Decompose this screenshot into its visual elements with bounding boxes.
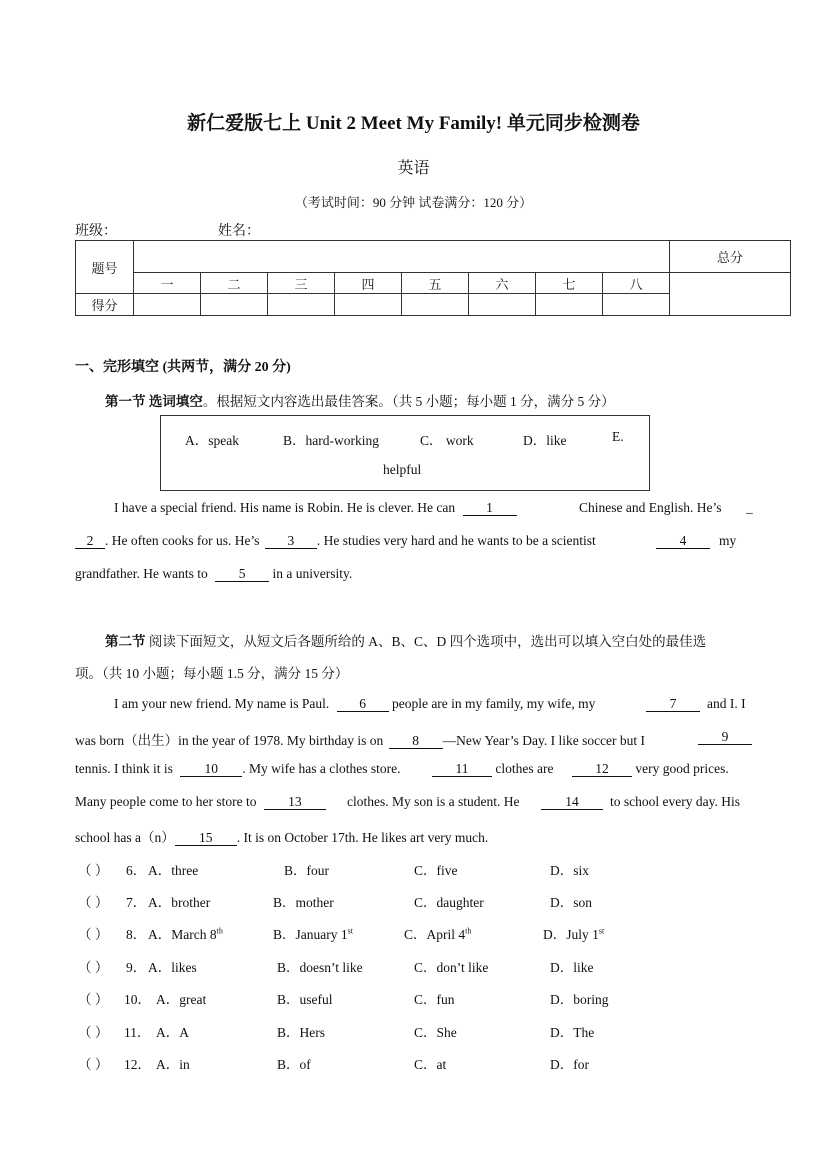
question-10 <box>78 988 108 1008</box>
passage-text: people are in my family, my wife, my <box>391 696 596 711</box>
word-option-d: D．like <box>523 433 567 448</box>
option-text: C．April 4 <box>404 927 466 942</box>
option-d[interactable]: D．boring <box>550 992 609 1007</box>
score-cell[interactable] <box>134 294 201 316</box>
option-text: A．March 8 <box>148 927 217 942</box>
passage-text: . He often cooks for us. He’s <box>105 533 260 548</box>
col-7: 七 <box>536 273 603 294</box>
passage2-line4 <box>75 794 326 810</box>
option-text: B．January 1 <box>273 927 348 942</box>
blank-15[interactable]: 15 <box>175 831 237 846</box>
question-6 <box>78 859 108 879</box>
question-11 <box>78 1021 108 1041</box>
ordinal-suffix: st <box>598 926 605 936</box>
question-number: 12． <box>124 1057 151 1072</box>
score-cell[interactable] <box>201 294 268 316</box>
option-a[interactable] <box>148 923 223 943</box>
option-c[interactable]: C．at <box>414 1057 447 1072</box>
option-c[interactable]: C．daughter <box>414 895 484 910</box>
option-d[interactable]: D．for <box>550 1057 589 1072</box>
score-cell[interactable] <box>536 294 603 316</box>
option-d[interactable]: D．six <box>550 863 590 878</box>
word-option-b: B．hard-working <box>283 433 379 448</box>
col-2: 二 <box>201 273 268 294</box>
question-number: 10． <box>124 992 151 1007</box>
passage2-line2 <box>75 729 645 749</box>
question-12 <box>78 1053 108 1073</box>
col-8: 八 <box>603 273 670 294</box>
passage-text: I am your new friend. My name is Paul. <box>114 696 330 711</box>
passage-text: very good prices. <box>635 761 729 776</box>
answer-paren[interactable]: （ ） <box>78 960 109 975</box>
score-cell[interactable] <box>268 294 335 316</box>
part2-instruction-cont: 项。（共 10 小题；每小题 1.5 分，满分 15 分） <box>75 666 349 681</box>
option-a[interactable]: A．brother <box>148 895 211 910</box>
col-4: 四 <box>335 273 402 294</box>
option-a[interactable]: A．likes <box>148 960 197 975</box>
passage-text: . My wife has a clothes store. <box>242 761 401 776</box>
passage2-line1b <box>646 696 700 712</box>
option-b[interactable]: B．doesn’t like <box>277 960 363 975</box>
passage-text: clothes. My son is a student. He <box>347 794 520 809</box>
option-a[interactable]: A．in <box>156 1057 190 1072</box>
col-1: 一 <box>134 273 201 294</box>
answer-paren[interactable]: （ ） <box>78 927 109 942</box>
blank-4[interactable]: 4 <box>656 534 710 549</box>
passage2-line4b <box>347 794 519 810</box>
question-number: 9． <box>126 960 147 975</box>
part1-instruction <box>105 390 615 410</box>
part2-instruction-text: 阅读下面短文，从短文后各题所给的 A、B、C、D 四个选项中，选出可以填入空白处的最佳选 <box>145 634 707 649</box>
blank-9[interactable]: 9 <box>698 730 752 745</box>
passage-text: in a university. <box>272 566 353 581</box>
word-option-c: C． work <box>420 433 474 448</box>
option-a[interactable]: A．A <box>156 1025 189 1040</box>
option-b[interactable]: B．of <box>277 1057 311 1072</box>
word-bank-box <box>160 415 650 491</box>
passage-text: . He studies very hard and he wants to be a scientist <box>316 533 596 548</box>
passage-text: tennis. I think it is <box>75 761 173 776</box>
passage-text: Many people come to her store to <box>75 794 257 809</box>
answer-paren[interactable]: （ ） <box>78 1025 109 1040</box>
part1-label: 第一节 选词填空 <box>105 394 203 409</box>
option-d[interactable] <box>543 923 604 943</box>
blank-6[interactable]: 6 <box>337 697 389 712</box>
option-d[interactable]: D．The <box>550 1025 595 1040</box>
blank-11[interactable]: 11 <box>432 762 492 777</box>
part1-instruction-text: 。根据短文内容选出最佳答案。（共 5 小题；每小题 1 分，满分 5 分） <box>202 394 615 409</box>
option-b[interactable]: B．useful <box>277 992 333 1007</box>
exam-info: （考试时间：90 分钟 试卷满分：120 分） <box>294 195 533 210</box>
name-label: 姓名： <box>218 224 260 239</box>
option-b[interactable] <box>273 923 353 943</box>
passage2-line1c: and I. I <box>707 696 746 711</box>
question-9 <box>78 956 108 976</box>
passage-text: —New Year’s Day. I like soccer but I <box>442 733 646 748</box>
passage2-line4d: to school every day. His <box>610 794 740 809</box>
total-score-cell[interactable] <box>670 273 791 316</box>
answer-paren[interactable]: （ ） <box>78 992 109 1007</box>
score-cell[interactable] <box>402 294 469 316</box>
blank-14[interactable]: 14 <box>541 795 603 810</box>
blank-10[interactable]: 10 <box>180 762 242 777</box>
passage-text: clothes are <box>495 761 554 776</box>
question-8 <box>78 923 108 943</box>
passage2-line3 <box>75 761 400 777</box>
question-number: 8． <box>126 927 147 942</box>
question-number: 11． <box>124 1025 151 1040</box>
passage-text: . It is on October 17th. He likes art very much. <box>236 830 489 845</box>
class-label: 班级： <box>75 224 117 239</box>
option-a[interactable]: A．three <box>148 863 199 878</box>
blank-8[interactable]: 8 <box>389 734 443 749</box>
option-c[interactable]: C．fun <box>414 992 455 1007</box>
passage1-line3 <box>75 566 352 582</box>
passage1-line1c: _ <box>746 500 753 515</box>
passage2-line3b <box>432 761 553 777</box>
col-6: 六 <box>469 273 536 294</box>
ordinal-suffix: th <box>216 926 223 936</box>
option-b[interactable]: B．Hers <box>277 1025 325 1040</box>
passage-text: school has a（n） <box>75 830 175 845</box>
row-label-score: 得分 <box>76 294 134 316</box>
passage2-line5 <box>75 826 488 846</box>
option-c[interactable] <box>404 923 471 943</box>
passage2-line4c <box>541 794 603 810</box>
passage-text: Chinese and English. He’s <box>579 500 722 515</box>
option-d[interactable]: D．like <box>550 960 594 975</box>
option-b[interactable]: B．mother <box>273 895 334 910</box>
option-c[interactable]: C．five <box>414 863 458 878</box>
blank-12[interactable]: 12 <box>572 762 632 777</box>
ordinal-suffix: st <box>347 926 353 936</box>
passage1-line2b <box>656 533 710 549</box>
passage-text: I have a special friend. His name is Robin. He is clever. He can <box>114 500 456 515</box>
option-c[interactable]: C．don’t like <box>414 960 489 975</box>
option-a[interactable]: A．great <box>156 992 207 1007</box>
blank-13[interactable]: 13 <box>264 795 326 810</box>
passage-text: was born（出生）in the year of 1978. My birthday is on <box>75 733 384 748</box>
passage1-line2 <box>75 533 596 549</box>
option-d[interactable]: D．son <box>550 895 593 910</box>
answer-paren[interactable]: （ ） <box>78 863 109 878</box>
passage2-line1 <box>114 696 595 712</box>
passage1-line1b <box>579 500 721 516</box>
option-text: D．July 1 <box>543 927 599 942</box>
score-cell[interactable] <box>603 294 670 316</box>
option-b[interactable]: B．four <box>284 863 329 878</box>
row-label-number: 题号 <box>76 241 134 294</box>
answer-paren[interactable]: （ ） <box>78 1057 109 1072</box>
subject-label: 英语 <box>397 160 430 177</box>
option-c[interactable]: C．She <box>414 1025 457 1040</box>
blank-7[interactable]: 7 <box>646 697 700 712</box>
score-cell[interactable] <box>335 294 402 316</box>
score-table <box>75 240 791 316</box>
section-heading: 一、完形填空 (共两节，满分 20 分) <box>75 360 291 375</box>
question-number: 6． <box>126 863 147 878</box>
col-5: 五 <box>402 273 469 294</box>
ordinal-suffix: th <box>465 926 472 936</box>
passage2-line3c <box>572 761 729 777</box>
total-label: 总分 <box>670 241 791 273</box>
question-number: 7． <box>126 895 147 910</box>
part2-instruction <box>105 630 706 650</box>
question-7 <box>78 891 108 911</box>
answer-paren[interactable]: （ ） <box>78 895 109 910</box>
table-header-span <box>134 241 670 273</box>
passage1-line2c: my <box>719 533 737 548</box>
blank-5[interactable]: 5 <box>215 567 269 582</box>
blank-1[interactable]: 1 <box>463 501 517 516</box>
word-option-e-text: helpful <box>383 462 422 477</box>
part2-label: 第二节 <box>105 634 146 649</box>
score-cell[interactable] <box>469 294 536 316</box>
blank-2[interactable]: 2 <box>75 534 105 549</box>
passage2-line2b <box>698 729 752 745</box>
word-option-a: A．speak <box>185 433 239 448</box>
page-title: 新仁爱版七上 Unit 2 Meet My Family! 单元同步检测卷 <box>187 113 640 134</box>
col-3: 三 <box>268 273 335 294</box>
blank-3[interactable]: 3 <box>265 534 317 549</box>
passage-text: grandfather. He wants to <box>75 566 208 581</box>
passage1-line1 <box>114 500 517 516</box>
word-option-e: E. <box>612 429 624 444</box>
